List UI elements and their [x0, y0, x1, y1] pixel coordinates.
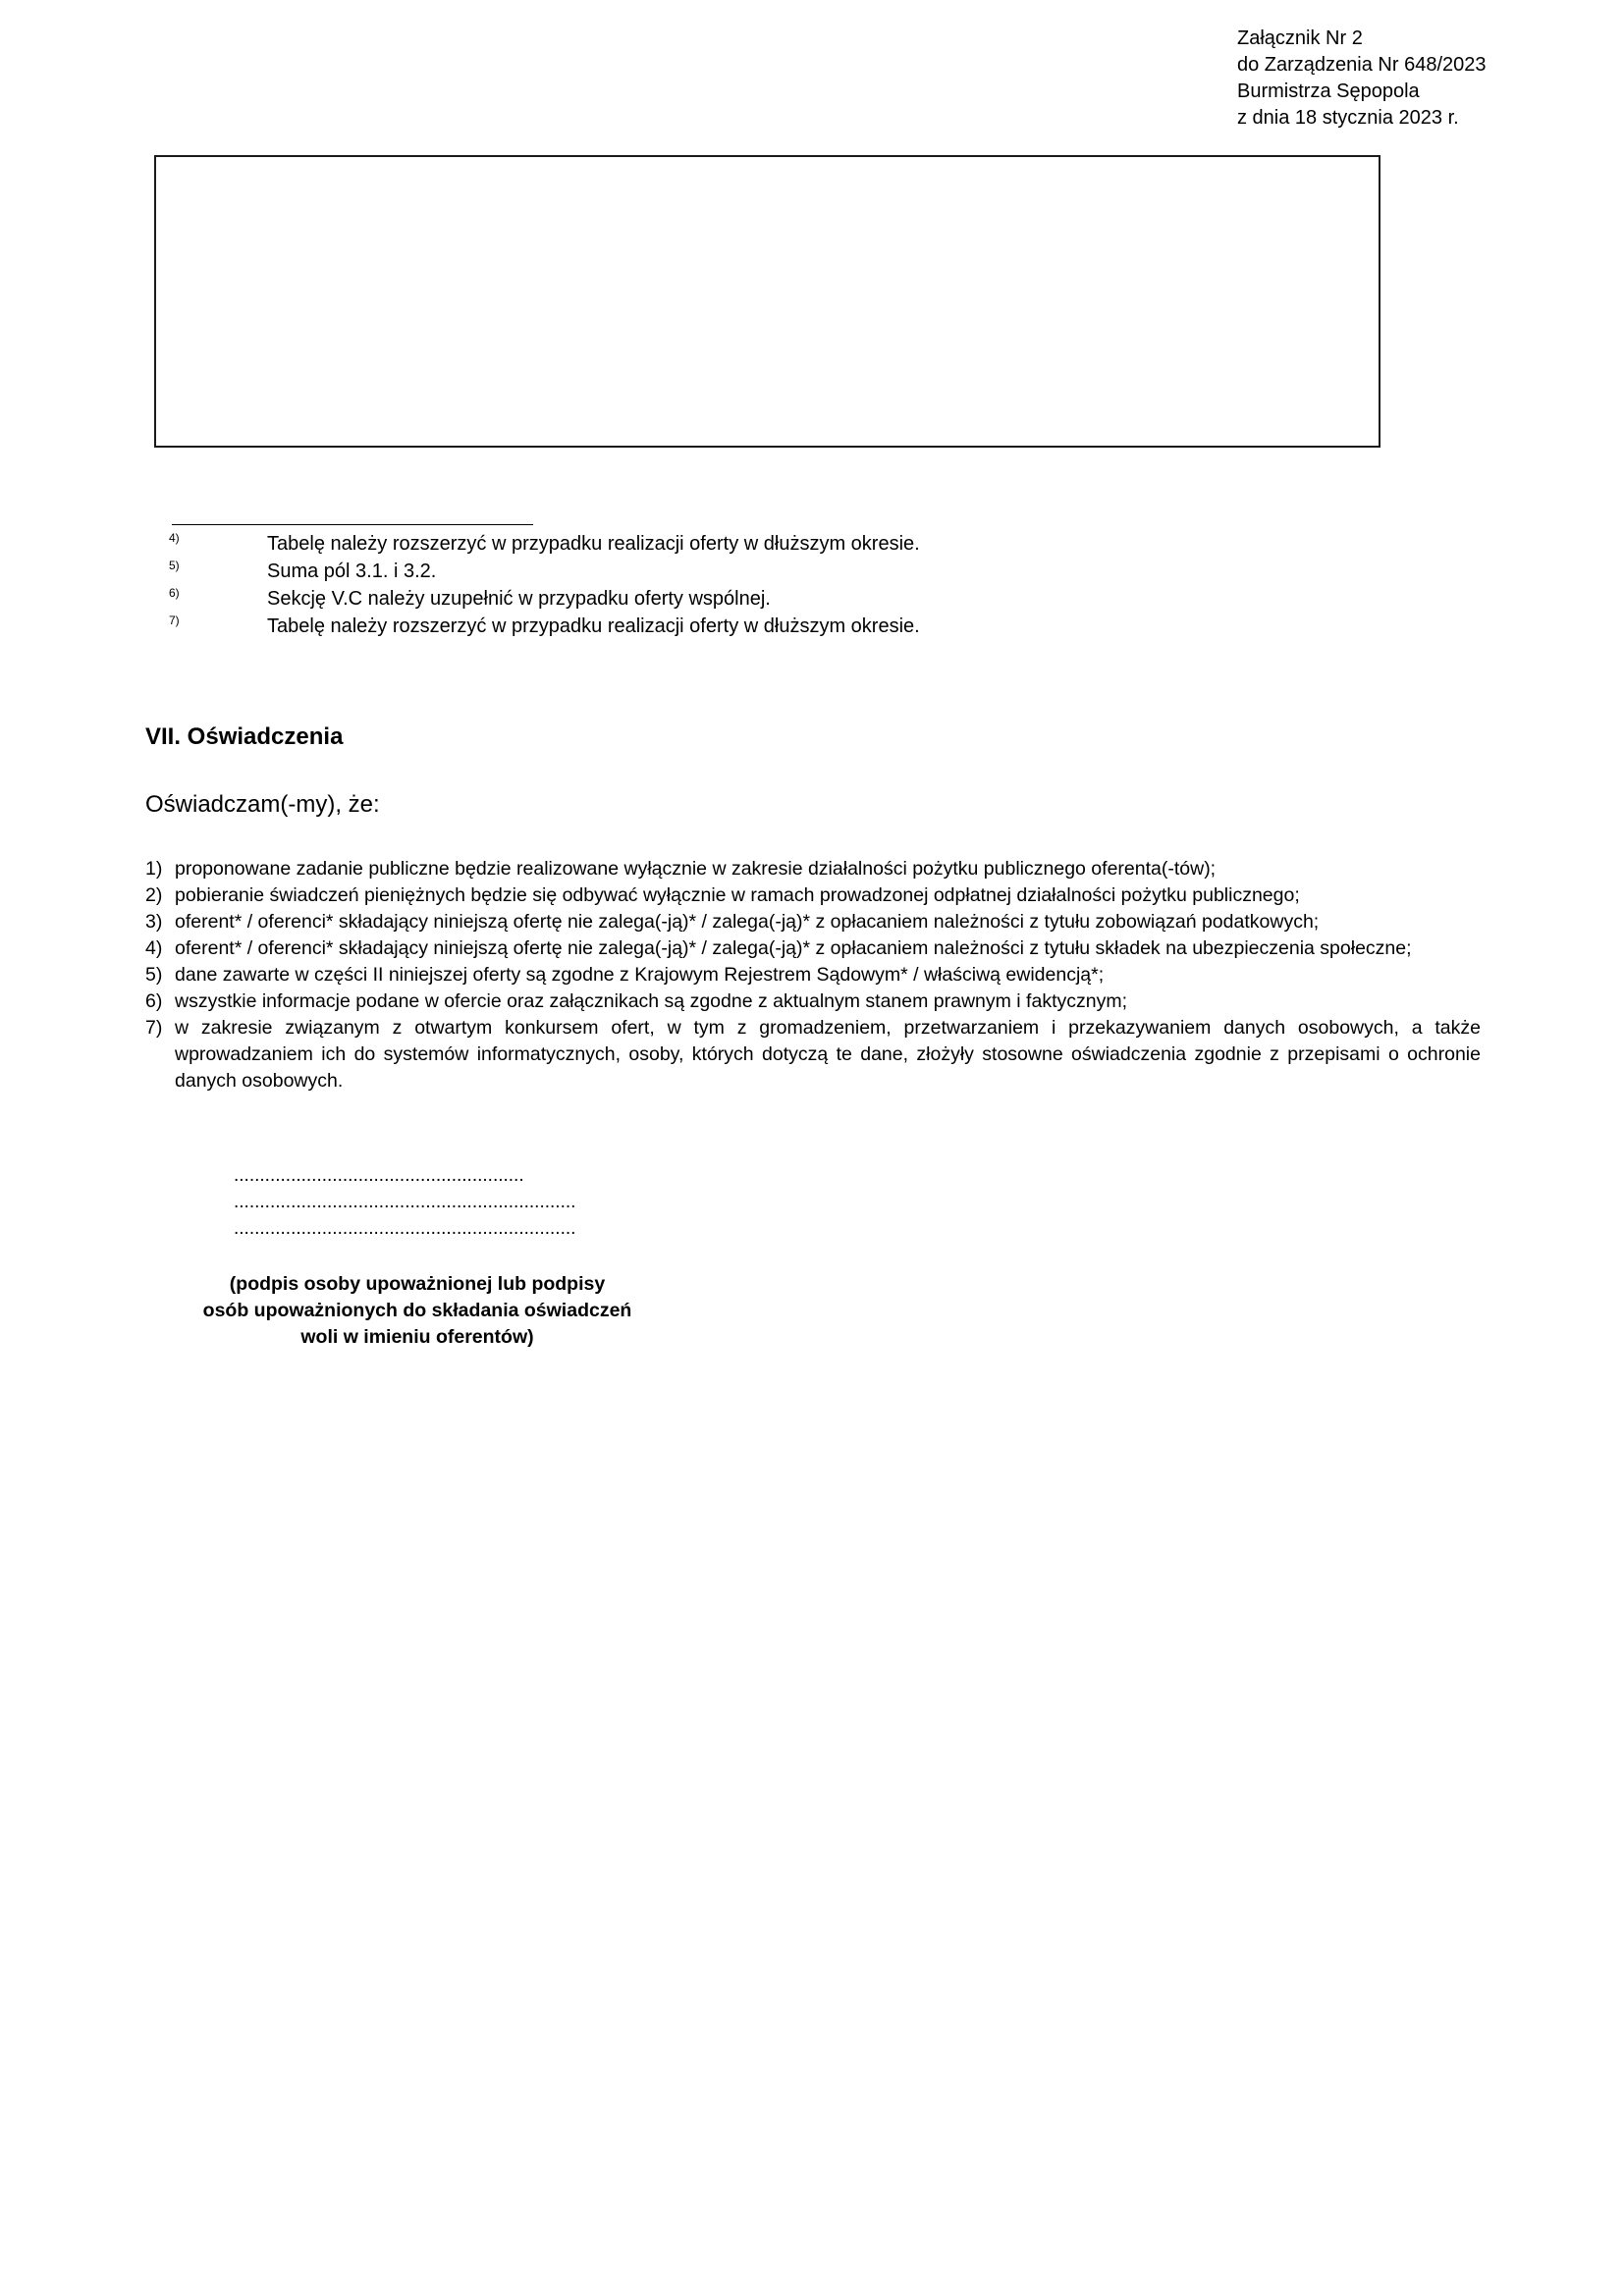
- footnote-text: Tabelę należy rozszerzyć w przypadku realizacji oferty w dłuższym okresie.: [267, 615, 920, 637]
- footnote-number: 5): [169, 559, 180, 572]
- signature-caption-line: woli w imieniu oferentów): [300, 1326, 534, 1348]
- declaration-item: [145, 909, 1481, 935]
- declarations-list: [145, 856, 1481, 1095]
- footnote-item: [169, 585, 1249, 613]
- declaration-number: 4): [145, 937, 163, 959]
- signature-caption: [201, 1271, 633, 1351]
- signature-dotted-line: ..................................................................: [234, 1218, 576, 1239]
- declaration-item: [145, 962, 1481, 988]
- header-line-4: z dnia 18 stycznia 2023 r.: [1237, 107, 1459, 129]
- footnote-number: 4): [169, 531, 180, 545]
- footnote-number: 6): [169, 586, 180, 600]
- declaration-number: 1): [145, 858, 163, 880]
- empty-bordered-box: [154, 155, 1380, 448]
- signature-caption-line: (podpis osoby upoważnionej lub podpisy: [229, 1273, 606, 1295]
- declaration-item: [145, 1015, 1481, 1095]
- declaration-intro: Oświadczam(-my), że:: [145, 791, 380, 818]
- signature-block: [201, 1162, 633, 1351]
- declaration-number: 3): [145, 911, 163, 933]
- header-line-3: Burmistrza Sępopola: [1237, 80, 1420, 102]
- attachment-header: [1237, 26, 1487, 132]
- declaration-number: 2): [145, 884, 163, 906]
- section-title: VII. Oświadczenia: [145, 723, 344, 750]
- footnote-text: Tabelę należy rozszerzyć w przypadku realizacji oferty w dłuższym okresie.: [267, 533, 920, 555]
- declaration-item: [145, 988, 1481, 1015]
- signature-dotted-line: ..................................................................: [234, 1192, 576, 1212]
- header-line-1: Załącznik Nr 2: [1237, 27, 1363, 49]
- declaration-number: 6): [145, 990, 163, 1012]
- declaration-number: 7): [145, 1017, 163, 1039]
- declaration-text: w zakresie związanym z otwartym konkursem ofert, w tym z gromadzeniem, przetwarzaniem i przekazywaniem danych osobowych, a także wprowadzaniem ich do systemów informatycznych, osoby, których dotyczą te dane, złożyły stosowne oświadczenia zgodnie z przepisami o ochronie danych osobowych.: [175, 1017, 1481, 1092]
- footnote-item: [169, 613, 1249, 640]
- declaration-text: oferent* / oferenci* składający niniejszą ofertę nie zalega(-ją)* / zalega(-ją)* z opłacaniem należności z tytułu składek na ubezpieczenia społeczne;: [175, 937, 1412, 959]
- footnote-number: 7): [169, 614, 180, 627]
- declaration-item: [145, 935, 1481, 962]
- signature-dotted-line: ........................................................: [234, 1165, 524, 1186]
- declaration-number: 5): [145, 964, 163, 986]
- declaration-item: [145, 882, 1481, 909]
- header-line-2: do Zarządzenia Nr 648/2023: [1237, 54, 1487, 76]
- declaration-text: wszystkie informacje podane w ofercie oraz załącznikach są zgodne z aktualnym stanem prawnym i faktycznym;: [175, 990, 1127, 1012]
- footnotes-list: [169, 530, 1249, 640]
- declaration-text: proponowane zadanie publiczne będzie realizowane wyłącznie w zakresie działalności pożytku publicznego oferenta(-tów);: [175, 858, 1217, 880]
- footnote-separator: [172, 524, 533, 525]
- declaration-text: oferent* / oferenci* składający niniejszą ofertę nie zalega(-ją)* / zalega(-ją)* z opłacaniem należności z tytułu zobowiązań podatkowych;: [175, 911, 1320, 933]
- footnote-item: [169, 530, 1249, 558]
- footnote-text: Sekcję V.C należy uzupełnić w przypadku oferty wspólnej.: [267, 588, 771, 610]
- declaration-item: [145, 856, 1481, 882]
- signature-caption-line: osób upoważnionych do składania oświadczeń: [202, 1300, 632, 1321]
- declaration-text: dane zawarte w części II niniejszej oferty są zgodne z Krajowym Rejestrem Sądowym* / właściwą ewidencją*;: [175, 964, 1105, 986]
- footnote-item: [169, 558, 1249, 585]
- footnote-text: Suma pól 3.1. i 3.2.: [267, 561, 437, 582]
- declaration-text: pobieranie świadczeń pieniężnych będzie się odbywać wyłącznie w ramach prowadzonej odpłatnej działalności pożytku publicznego;: [175, 884, 1300, 906]
